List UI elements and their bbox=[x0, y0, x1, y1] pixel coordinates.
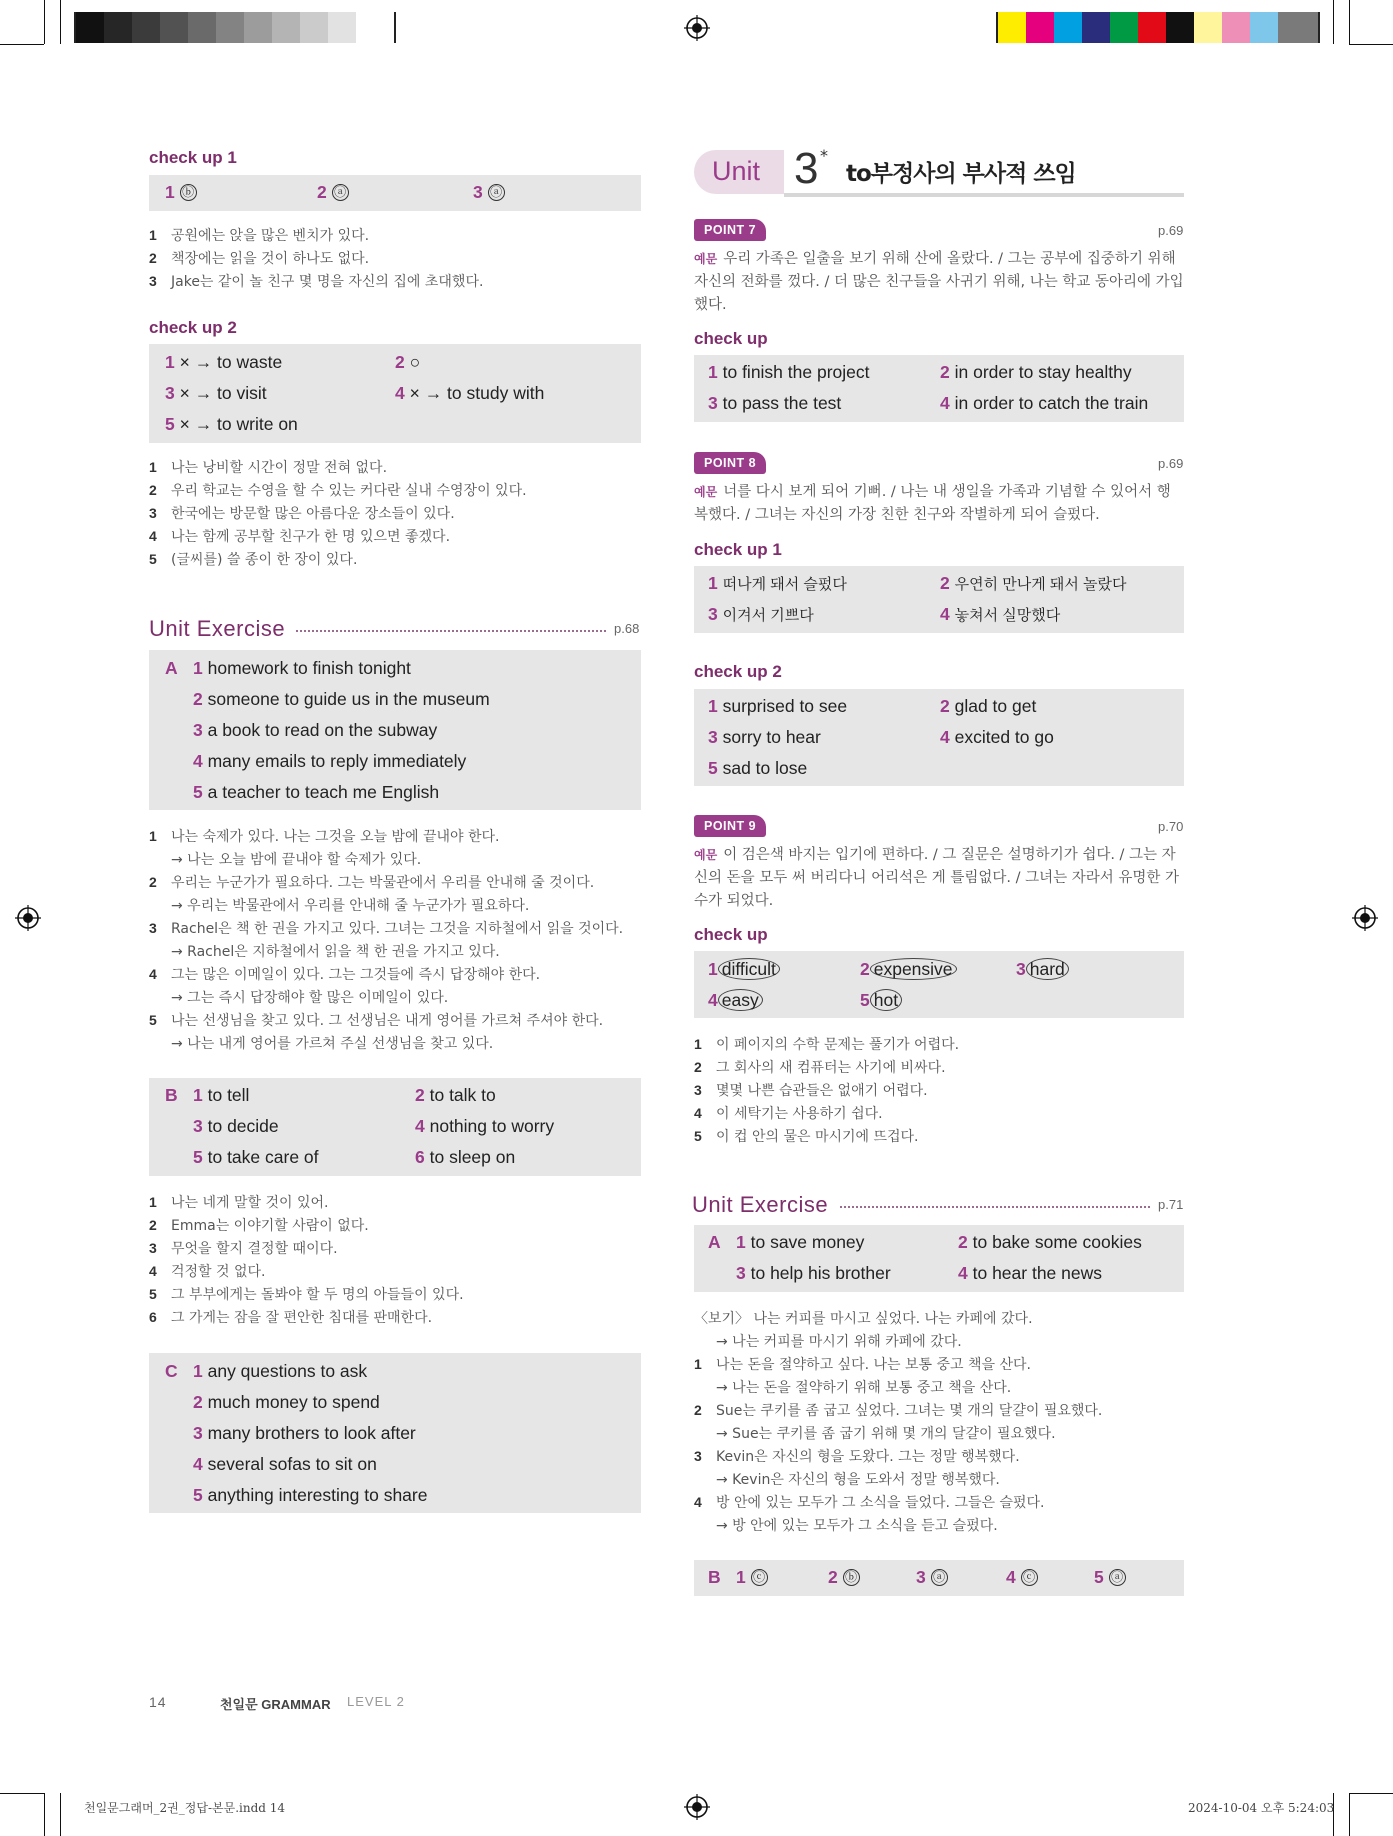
translation-line: 4 나는 함께 공부할 친구가 한 명 있으면 좋겠다. bbox=[149, 528, 451, 545]
exercise-letter: A bbox=[165, 658, 178, 678]
unit-exercise-heading: Unit Exercise bbox=[149, 616, 286, 641]
point-8-answer-box-1 bbox=[694, 566, 1184, 633]
translation-line: 2 책장에는 읽을 것이 하나도 없다. bbox=[149, 250, 370, 267]
answer-item: 3 ⓐ bbox=[916, 1567, 948, 1588]
answer-item: 1 difficult bbox=[708, 958, 780, 980]
answer-item: 3 many brothers to look after bbox=[193, 1423, 416, 1443]
answer-item: 3 to decide bbox=[193, 1116, 279, 1136]
translation-answer: → Kevin은 자신의 형을 도와서 정말 행복했다. bbox=[716, 1472, 1000, 1488]
slug-timestamp: 2024-10-04 오후 5:24:03 bbox=[1188, 1801, 1335, 1815]
point-7-badge: POINT 7 bbox=[694, 219, 766, 241]
answer-item: 2 in order to stay healthy bbox=[940, 362, 1132, 382]
registration-mark-icon bbox=[1352, 905, 1378, 931]
answer-item: 4 nothing to worry bbox=[415, 1116, 555, 1136]
answer-item: 1 to tell bbox=[193, 1085, 250, 1105]
translation-line: 1 나는 낭비할 시간이 정말 전혀 없다. bbox=[149, 459, 388, 476]
answer-item: 1 ⓑ bbox=[165, 182, 197, 203]
page-reference: p.69 bbox=[1158, 223, 1184, 238]
check-up-1-heading: check up 1 bbox=[149, 148, 237, 167]
translation-line: 1 나는 네게 말할 것이 있어. bbox=[149, 1194, 329, 1211]
exercise-letter: B bbox=[708, 1567, 721, 1587]
translation-line: 2 Emma는 이야기할 사람이 없다. bbox=[149, 1217, 369, 1234]
answer-item: 3 hard bbox=[1016, 958, 1069, 980]
registration-mark-icon bbox=[15, 905, 41, 931]
translation-line: 3 Jake는 같이 놀 친구 몇 명을 자신의 집에 초대했다. bbox=[149, 273, 484, 290]
translation-line: 1 나는 숙제가 있다. 나는 그것을 오늘 밤에 끝내야 한다. bbox=[149, 828, 500, 845]
translation-line: 1 공원에는 앉을 많은 벤치가 있다. bbox=[149, 227, 370, 244]
translation-line: 3 Kevin은 자신의 형을 도왔다. 그는 정말 행복했다. bbox=[694, 1448, 1020, 1465]
answer-item: 1 any questions to ask bbox=[193, 1361, 368, 1381]
translation-answer: → Rachel은 지하철에서 읽을 책 한 권을 가지고 있다. bbox=[171, 944, 500, 960]
exercise-a-answer-box bbox=[694, 1225, 1184, 1292]
point-8-answer-box-2 bbox=[694, 689, 1184, 786]
check-up-2-heading: check up 2 bbox=[149, 318, 237, 337]
answer-item: 5 to take care of bbox=[193, 1147, 319, 1167]
crop-mark bbox=[44, 1793, 45, 1836]
translation-line: 4 이 세탁기는 사용하기 쉽다. bbox=[694, 1105, 883, 1122]
answer-item: 4 ⓒ bbox=[1006, 1567, 1038, 1588]
page-reference: p.68 bbox=[614, 621, 640, 636]
point-7-example: 예문 우리 가족은 일출을 보기 위해 산에 올랐다. / 그는 공부에 집중하기 위해 자신의 전화를 껐다. / 더 많은 친구들을 사귀기 위해, 나는 학교 동아리에 가입했다. bbox=[694, 251, 1184, 313]
translation-line: 4 방 안에 있는 모두가 그 소식을 들었다. 그들은 슬펐다. bbox=[694, 1494, 1045, 1511]
check-up-1-answer-box bbox=[149, 175, 641, 211]
crop-mark bbox=[1349, 0, 1350, 44]
point-7-answer-box bbox=[694, 355, 1184, 422]
exercise-c-answer-box bbox=[149, 1353, 641, 1513]
dotted-leader bbox=[296, 630, 606, 632]
translation-line: 1 나는 돈을 절약하고 싶다. 나는 보통 중고 책을 산다. bbox=[694, 1356, 1031, 1373]
footer-brand: 천일문 GRAMMAR bbox=[220, 1697, 331, 1712]
unit-label: Unit bbox=[712, 156, 761, 186]
crop-mark bbox=[1349, 1793, 1393, 1794]
crop-mark bbox=[1349, 44, 1393, 45]
answer-item: 2 우연히 만나게 돼서 놀랐다 bbox=[940, 573, 1127, 593]
answer-item: 4 to hear the news bbox=[958, 1263, 1102, 1283]
answer-item: 3 이겨서 기쁘다 bbox=[708, 604, 814, 624]
crop-mark bbox=[60, 1793, 61, 1836]
translation-line: 1 이 페이지의 수학 문제는 풀기가 어렵다. bbox=[694, 1036, 960, 1053]
answer-item: 1 to finish the project bbox=[708, 362, 870, 382]
translation-answer: → 나는 오늘 밤에 끝내야 할 숙제가 있다. bbox=[171, 852, 422, 868]
translation-line: 3 몇몇 나쁜 습관들은 없애기 어렵다. bbox=[694, 1082, 928, 1099]
translation-line: 6 그 가게는 잠을 잘 편안한 침대를 판매한다. bbox=[149, 1309, 433, 1326]
answer-item: 1 to save money bbox=[736, 1232, 865, 1252]
answer-item: 5 ⓐ bbox=[1094, 1567, 1126, 1588]
example-line: 〈보기〉 나는 커피를 마시고 싶었다. 나는 카페에 갔다. bbox=[694, 1311, 1033, 1327]
answer-item: 3 sorry to hear bbox=[708, 727, 821, 747]
translation-answer: → 그는 즉시 답장해야 할 많은 이메일이 있다. bbox=[171, 990, 449, 1006]
translation-answer: → Sue는 쿠키를 좀 굽기 위해 몇 개의 달걀이 필요했다. bbox=[716, 1426, 1056, 1442]
answer-item: 5 a teacher to teach me English bbox=[193, 782, 440, 802]
point-8-example: 예문 너를 다시 보게 되어 기뻐. / 나는 내 생일을 가족과 기념할 수 있어서 행복했다. / 그녀는 자신의 가장 친한 친구와 작별하게 되어 슬펐다. bbox=[694, 484, 1171, 523]
page-reference: p.69 bbox=[1158, 456, 1184, 471]
page-reference: p.71 bbox=[1158, 1197, 1184, 1212]
check-up-2-heading: check up 2 bbox=[694, 662, 782, 681]
answer-item: 2 someone to guide us in the museum bbox=[193, 689, 490, 709]
translation-line: 3 Rachel은 책 한 권을 가지고 있다. 그녀는 그것을 지하철에서 읽을 것이다. bbox=[149, 920, 624, 937]
answer-item: 2 to talk to bbox=[415, 1085, 496, 1105]
exercise-letter: B bbox=[165, 1085, 178, 1105]
unit-number: 3 bbox=[794, 144, 819, 193]
answer-item: 6 to sleep on bbox=[415, 1147, 516, 1167]
translation-answer: → 우리는 박물관에서 우리를 안내해 줄 누군가가 필요하다. bbox=[171, 898, 530, 914]
answer-item: 2 ○ bbox=[395, 352, 421, 372]
crop-mark bbox=[0, 44, 44, 45]
answer-item: 2 much money to spend bbox=[193, 1392, 380, 1412]
footer-level: LEVEL 2 bbox=[347, 1694, 405, 1709]
exercise-letter: A bbox=[708, 1232, 721, 1252]
check-up-1-heading: check up 1 bbox=[694, 540, 782, 559]
answer-item: 4 many emails to reply immediately bbox=[193, 751, 467, 771]
answer-item: 5 × → to write on bbox=[165, 414, 298, 434]
translation-answer: → 나는 돈을 절약하기 위해 보통 중고 책을 산다. bbox=[716, 1380, 1012, 1396]
translation-line: 3 무엇을 할지 결정할 때이다. bbox=[149, 1240, 338, 1257]
translation-line: 5 이 컵 안의 물은 마시기에 뜨겁다. bbox=[694, 1128, 919, 1145]
crop-mark bbox=[44, 0, 45, 44]
crop-mark bbox=[0, 1793, 44, 1794]
crop-mark bbox=[1349, 1793, 1350, 1836]
point-8-badge: POINT 8 bbox=[694, 452, 766, 474]
translation-line: 2 그 회사의 새 컴퓨터는 사기에 비싸다. bbox=[694, 1059, 946, 1076]
check-up-2-answer-box bbox=[149, 344, 641, 443]
page-number: 14 bbox=[149, 1694, 167, 1710]
answer-item: 1 × → to waste bbox=[165, 352, 283, 372]
translation-answer: → 나는 내게 영어를 가르쳐 주실 선생님을 찾고 있다. bbox=[171, 1036, 494, 1052]
answer-item: 1 surprised to see bbox=[708, 696, 848, 716]
answer-item: 4 in order to catch the train bbox=[940, 393, 1149, 413]
translation-line: 2 Sue는 쿠키를 좀 굽고 싶었다. 그녀는 몇 개의 달걀이 필요했다. bbox=[694, 1402, 1103, 1419]
unit-exercise-heading: Unit Exercise bbox=[692, 1192, 829, 1217]
answer-item: 2 ⓑ bbox=[828, 1567, 860, 1588]
slug-filename: 천일문그래머_2권_정답-본문.indd 14 bbox=[84, 1801, 286, 1815]
answer-item: 1 homework to finish tonight bbox=[193, 658, 411, 678]
answer-item: 5 hot bbox=[860, 989, 902, 1011]
translation-line: 5 나는 선생님을 찾고 있다. 그 선생님은 내게 영어를 가르쳐 주셔야 한다. bbox=[149, 1012, 604, 1029]
translation-line: 5 그 부부에게는 돌봐야 할 두 명의 아들들이 있다. bbox=[149, 1286, 464, 1303]
unit-star: * bbox=[820, 146, 828, 165]
answer-item: 1 ⓒ bbox=[736, 1567, 768, 1588]
check-up-heading: check up bbox=[694, 925, 768, 944]
translation-line: 3 한국에는 방문할 많은 아름다운 장소들이 있다. bbox=[149, 505, 455, 522]
answer-item: 4 easy bbox=[708, 989, 763, 1011]
translation-line: 2 우리는 누군가가 필요하다. 그는 박물관에서 우리를 안내해 줄 것이다. bbox=[149, 874, 595, 891]
check-up-heading: check up bbox=[694, 329, 768, 348]
answer-item: 2 ⓐ bbox=[317, 182, 349, 203]
exercise-a-answer-box bbox=[149, 650, 641, 810]
answer-item: 2 expensive bbox=[860, 958, 957, 980]
example-answer: → 나는 커피를 마시기 위해 카페에 갔다. bbox=[716, 1334, 962, 1350]
translation-answer: → 방 안에 있는 모두가 그 소식을 듣고 슬펐다. bbox=[716, 1518, 998, 1534]
translation-line: 2 우리 학교는 수영을 할 수 있는 커다란 실내 수영장이 있다. bbox=[149, 482, 527, 499]
point-9-example: 예문 이 검은색 바지는 입기에 편하다. / 그 질문은 설명하기가 쉽다. / 그는 자신의 돈을 모두 써 버리다니 어리석은 게 틀림없다. / 그녀는 자라서 유명한 가수가 되었다. bbox=[694, 847, 1180, 909]
exercise-letter: C bbox=[165, 1361, 178, 1381]
unit-title: to부정사의 부사적 쓰임 bbox=[846, 161, 1076, 187]
registration-mark-icon bbox=[684, 15, 710, 41]
answer-item: 3 × → to visit bbox=[165, 383, 267, 403]
answer-item: 5 sad to lose bbox=[708, 758, 808, 778]
translation-line: 4 그는 많은 이메일이 있다. 그는 그것들에 즉시 답장해야 한다. bbox=[149, 966, 541, 983]
answer-item: 3 ⓐ bbox=[473, 182, 505, 203]
translation-line: 5 (글씨를) 쓸 종이 한 장이 있다. bbox=[149, 551, 358, 568]
page-reference: p.70 bbox=[1158, 819, 1184, 834]
crop-mark bbox=[1333, 0, 1334, 44]
answer-item: 3 to pass the test bbox=[708, 393, 842, 413]
point-9-badge: POINT 9 bbox=[694, 815, 766, 837]
answer-item: 2 to bake some cookies bbox=[958, 1232, 1142, 1252]
point-9-answer-box bbox=[694, 951, 1184, 1018]
exercise-b-answer-box bbox=[694, 1560, 1184, 1596]
answer-item: 4 several sofas to sit on bbox=[193, 1454, 377, 1474]
answer-item: 4 excited to go bbox=[940, 727, 1054, 747]
answer-item: 4 × → to study with bbox=[395, 383, 545, 403]
crop-mark bbox=[60, 0, 61, 44]
answer-item: 3 to help his brother bbox=[736, 1263, 891, 1283]
answer-item: 5 anything interesting to share bbox=[193, 1485, 428, 1505]
dotted-leader bbox=[840, 1206, 1150, 1208]
answer-item: 3 a book to read on the subway bbox=[193, 720, 438, 740]
answer-item: 4 놓쳐서 실망했다 bbox=[940, 604, 1061, 624]
registration-mark-icon bbox=[684, 1794, 710, 1820]
translation-line: 4 걱정할 것 없다. bbox=[149, 1263, 266, 1280]
unit-underline bbox=[784, 193, 1184, 197]
exercise-b-answer-box bbox=[149, 1078, 641, 1176]
answer-item: 1 떠나게 돼서 슬펐다 bbox=[708, 573, 847, 593]
answer-item: 2 glad to get bbox=[940, 696, 1037, 716]
